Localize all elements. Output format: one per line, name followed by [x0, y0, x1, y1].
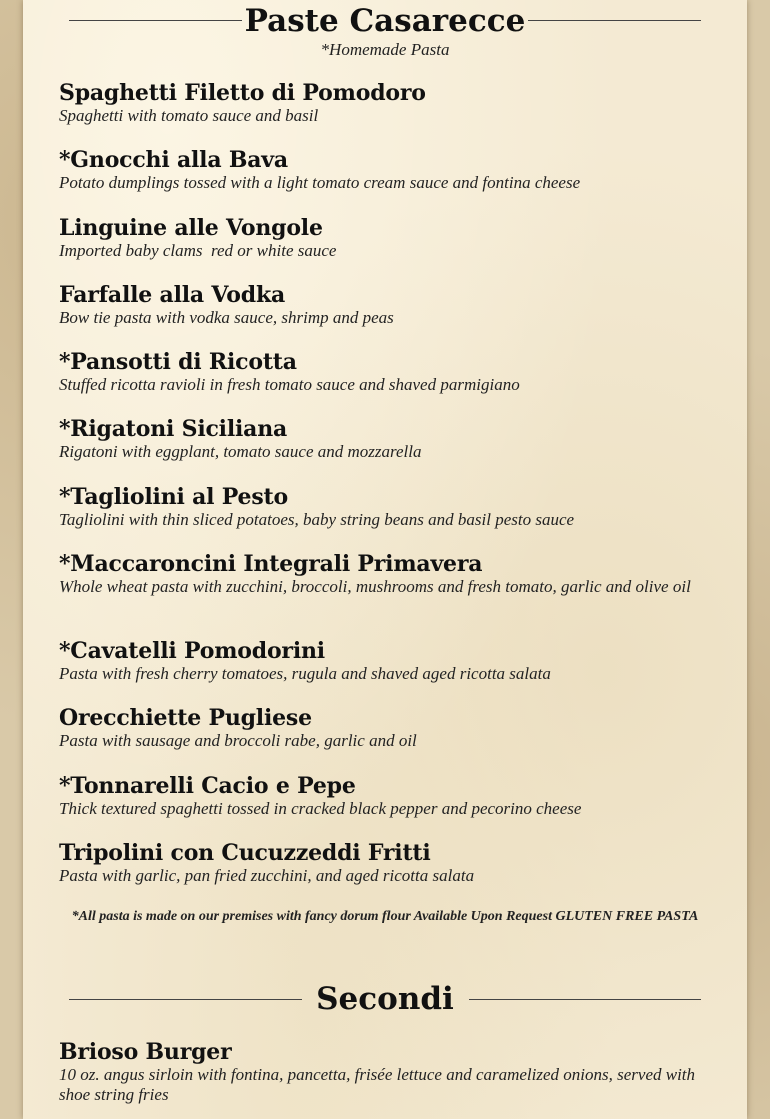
- menu-item-name: *Tonnarelli Cacio e Pepe: [59, 773, 356, 799]
- pasta-section-header: [23, 2, 747, 40]
- menu-item-description: Pasta with fresh cherry tomatoes, rugula and shaved aged ricotta salata: [59, 664, 551, 683]
- pasta-section-title: Paste Casarecce: [244, 3, 526, 39]
- menu-item-name: Brioso Burger: [59, 1039, 232, 1065]
- menu-item-description: Stuffed ricotta ravioli in fresh tomato sauce and shaved parmigiano: [59, 375, 520, 394]
- header-rule-left: [69, 20, 242, 21]
- menu-item-name: *Gnocchi alla Bava: [59, 147, 288, 173]
- menu-item-name: Farfalle alla Vodka: [59, 282, 286, 308]
- menu-item: [59, 282, 711, 327]
- menu-item-description: Bow tie pasta with vodka sauce, shrimp and peas: [59, 308, 394, 327]
- menu-item: [59, 840, 711, 885]
- menu-item-name: *Rigatoni Siciliana: [59, 416, 288, 442]
- menu-item-description: Potato dumplings tossed with a light tomato cream sauce and fontina cheese: [59, 173, 581, 192]
- secondi-section-title: Secondi: [316, 981, 454, 1017]
- menu-item: [59, 147, 711, 192]
- menu-item: [59, 349, 711, 394]
- menu-item: [59, 551, 711, 596]
- menu-item-description: Rigatoni with eggplant, tomato sauce and mozzarella: [59, 442, 422, 461]
- pasta-section-subtitle: *Homemade Pasta: [320, 40, 450, 59]
- menu-item-name: *Pansotti di Ricotta: [59, 349, 297, 375]
- menu-item: [59, 215, 711, 260]
- menu-item-name: Linguine alle Vongole: [59, 215, 323, 241]
- menu-item-name: *Maccaroncini Integrali Primavera: [59, 551, 483, 577]
- menu-item: [59, 705, 711, 750]
- menu-item-description: Thick textured spaghetti tossed in cracked black pepper and pecorino cheese: [59, 799, 582, 818]
- menu-item-name: Tripolini con Cucuzzeddi Fritti: [59, 840, 431, 866]
- menu-page: [23, 0, 747, 1119]
- menu-item: [59, 80, 711, 125]
- menu-item: [59, 1039, 711, 1105]
- menu-item-name: Spaghetti Filetto di Pomodoro: [59, 80, 426, 106]
- menu-item-description: Spaghetti with tomato sauce and basil: [59, 106, 319, 125]
- header-rule-right: [528, 20, 701, 21]
- menu-item: [59, 416, 711, 461]
- menu-item: [59, 638, 711, 683]
- menu-item-name: Orecchiette Pugliese: [59, 705, 312, 731]
- header-rule-left: [69, 999, 302, 1000]
- menu-item-description: Pasta with sausage and broccoli rabe, garlic and oil: [59, 731, 417, 750]
- menu-item-description: Tagliolini with thin sliced potatoes, baby string beans and basil pesto sauce: [59, 510, 575, 529]
- menu-item-description: 10 oz. angus sirloin with fontina, pancetta, frisée lettuce and caramelized onions, served with shoe string fries: [59, 1065, 696, 1104]
- pasta-footnote: *All pasta is made on our premises with fancy dorum flour Available Upon Request GLUTEN FREE PASTA: [71, 909, 699, 924]
- menu-item: [59, 773, 711, 818]
- menu-item-name: *Cavatelli Pomodorini: [59, 638, 325, 664]
- header-rule-right: [469, 999, 701, 1000]
- menu-item-description: Whole wheat pasta with zucchini, broccoli, mushrooms and fresh tomato, garlic and olive oil: [59, 577, 691, 596]
- menu-item-name: *Tagliolini al Pesto: [59, 484, 288, 510]
- menu-item-description: Imported baby clams red or white sauce: [59, 241, 337, 260]
- menu-item-description: Pasta with garlic, pan fried zucchini, and aged ricotta salata: [59, 866, 475, 885]
- secondi-section-header: [23, 978, 747, 1020]
- menu-item: [59, 484, 711, 529]
